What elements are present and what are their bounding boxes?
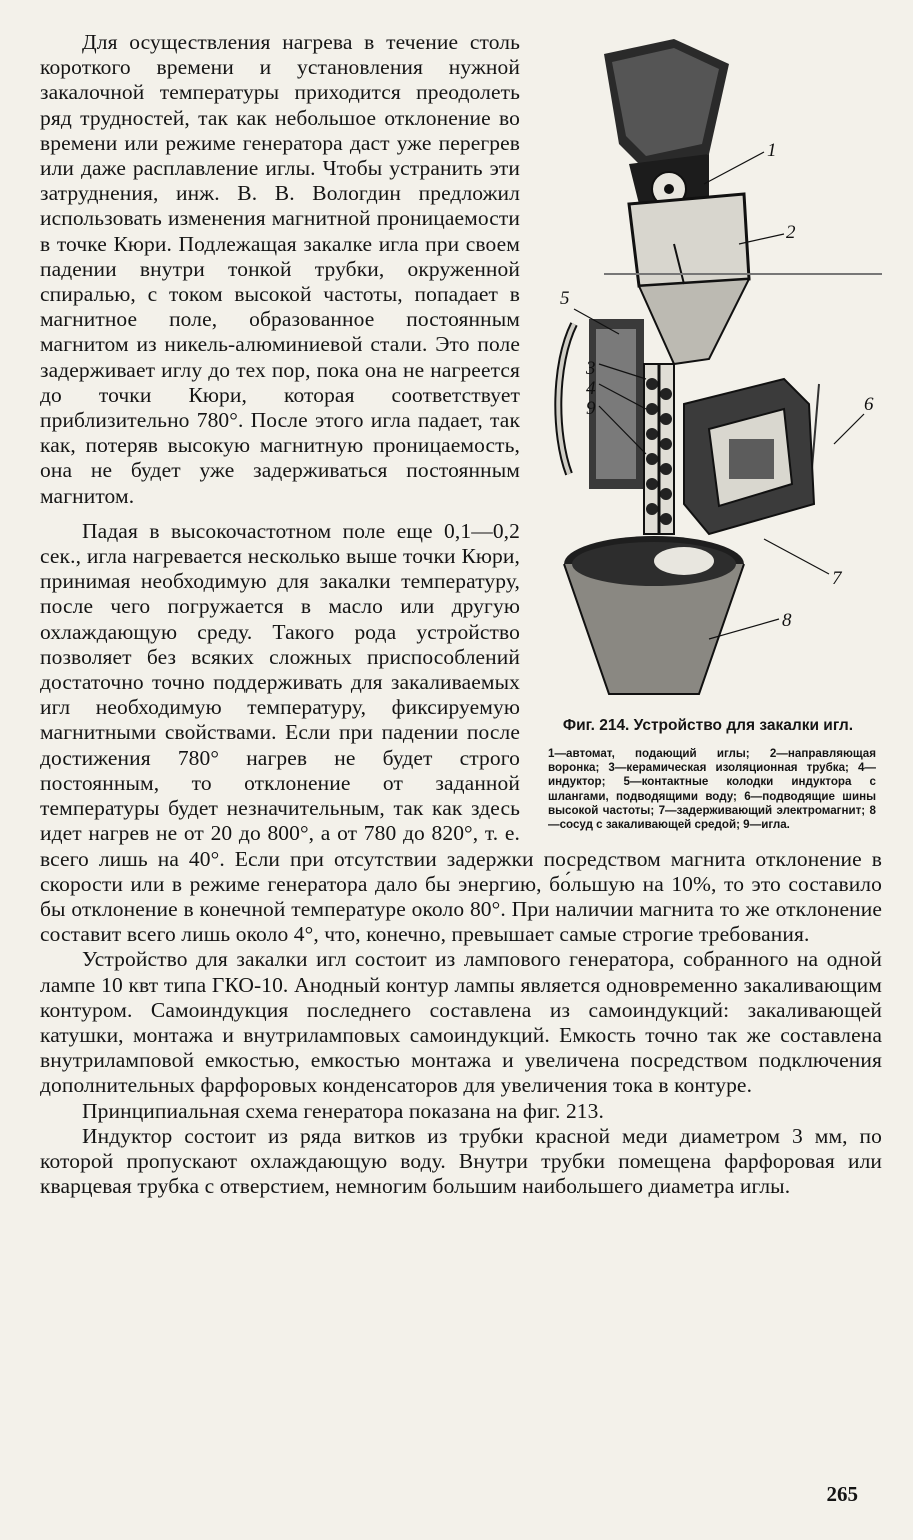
- fig-label-1: 1: [767, 140, 777, 161]
- paragraph-5: Индуктор состоит из ряда витков из трубки красной меди диаметром 3 мм, по которой пропускают охлаждающую воду. Внутри трубки помещена фарфоровая или кварцевая трубка с отверстием, немногим большим наибольшего диаметра иглы.: [40, 1123, 882, 1199]
- quenching-device-illustration: [534, 34, 882, 714]
- fig-label-7: 7: [832, 568, 842, 589]
- fig-label-8: 8: [782, 610, 792, 631]
- figure-214: [534, 34, 882, 832]
- paragraph-4: Принципиальная схема генератора показана на фиг. 213.: [82, 1098, 604, 1123]
- fig-label-4: 4: [586, 378, 596, 399]
- paragraph-1: Для осуществления нагрева в течение столь короткого времени и установления нужной закалочной температуры приходится преодолеть ряд трудностей, так как небольшое отклонение во времени или режиме генератора даст уже перегрев или даже расплавление иглы. Чтобы устранить эти затруднения, инж. В. В. Вологдин предложил использовать изменения магнитной проницаемости в точке Кюри. Подлежащая закалке игла при своем падении внутри тонкой трубки, окруженной спиралью, с током высокой частоты, попадает в магнитное поле, образованное постоянным магнитом из никель-алюминиевой стали. Это поле задерживает иглу до тех пор, пока она не нагреется до точки Кюри, которая соответствует приблизительно 780°. После этого игла падает, так как, потеряв высокую магнитную проницаемость, она не будет уже задерживаться постоянным магнитом.: [40, 30, 520, 508]
- inductor-contact-blocks: [558, 319, 644, 489]
- figure-legend: 1—автомат, подающий иглы; 2—направляющая воронка; 3—керамическая изоляционная трубка; 4—индуктор; 5—контактные колодки индуктора с шлангами, подводящими воду; 6—подводящие шины высокой частоты; 7—задерживающий электромагнит; 8—сосуд с закаливающей средой; 9—игла.: [548, 747, 876, 832]
- figure-caption: Фиг. 214. Устройство для закалки игл.: [562, 717, 854, 734]
- paragraph-3: Устройство для закалки игл состоит из лампового генератора, собранного на одной лампе 10 квт типа ГКО-10. Анодный контур лампы является одновременно закаливающим контуром. Самоиндукция последнего составлена из самоиндукций: закаливающей катушки, монтажа и внутриламповых самоиндукций. Емкость точно так же составлена внутриламповой емкостью, емкостью монтажа и увеличена посредством подключения дополнительных фарфоровых конденсаторов для увеличения тока в контуре.: [40, 947, 882, 1098]
- paragraph-2: Падая в высокочастотном поле еще 0,1—0,2 сек., игла нагревается несколько выше точки Кюри, принимая необходимую для закалки температуру, после чего погружается в масло или другую охлаждающую среду. Такого рода устройство позволяет без всяких сложных приспособлений достаточно точно поддерживать для закаливаемых игл необходимую температуру, фиксируемую магнитными свойствами. Если при падении после достижения 780° нагрев не будет строго постоянным, то отклонение от заданной температуры будет незначительным, так как здесь идет нагрев не от 20 до 800°, а от 780 до 820°, т. е. всего лишь на 40°. Если при отсутствии задержки посредством магнита отклонение в скорости или в режиме генератора дало бы энергию, бо́льшую на 10%, то это составило бы отклонение в конечной температуре около 80°. При наличии магнита то же отклонение составит всего лишь около 4°, что, конечно, превышает самые строгие требования.: [40, 518, 882, 947]
- guide-funnel: [629, 194, 749, 364]
- holding-electromagnet: [684, 379, 814, 534]
- quenching-vessel: [564, 536, 744, 694]
- fig-label-5: 5: [560, 288, 570, 309]
- fig-label-9: 9: [586, 398, 596, 419]
- inductor-coil: [644, 364, 674, 534]
- fig-label-6: 6: [864, 394, 874, 415]
- page-number: 265: [826, 1482, 858, 1506]
- book-page: [40, 30, 882, 1520]
- fig-label-2: 2: [786, 222, 796, 243]
- fig-label-3: 3: [586, 358, 596, 379]
